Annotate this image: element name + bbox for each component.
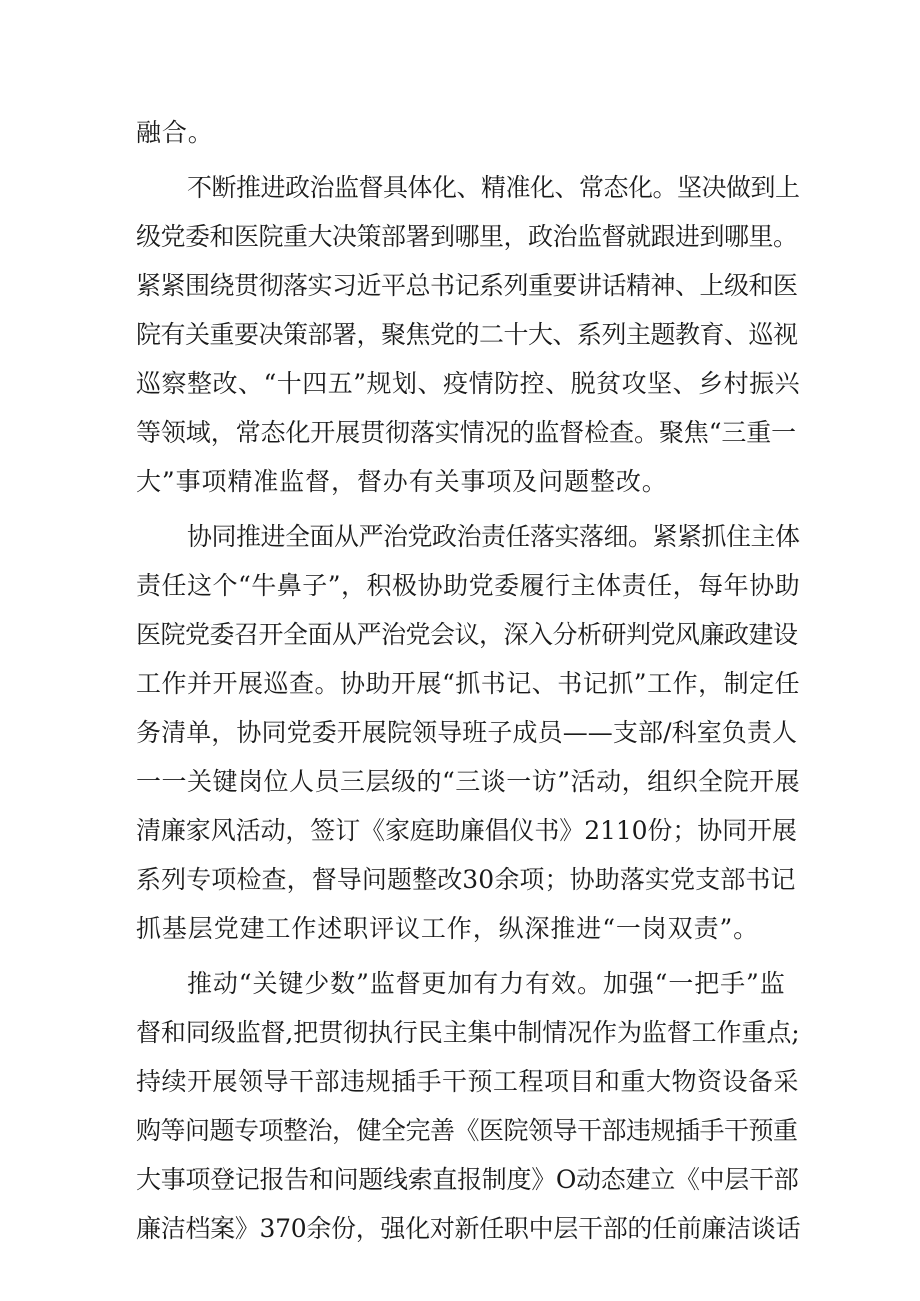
text-line: 责任这个“牛鼻子”，积极协助党委履行主体责任，每年协助 (136, 571, 801, 600)
text-line: 协同推进全面从严治党政治责任落实落细。紧紧抓住主体 (187, 522, 800, 551)
text-line: 紧紧围绕贯彻落实习近平总书记系列重要讲话精神、上级和医 (136, 271, 798, 300)
text-line: 级党委和医院重大决策部署到哪里，政治监督就跟进到哪里。 (136, 222, 798, 251)
text-line: 不断推进政治监督具体化、精准化、常态化。坚决做到上 (187, 173, 800, 202)
text-line: 清廉家风活动，签订《家庭助廉倡仪书》2110份；协同开展 (136, 816, 797, 845)
text-line: 督和同级监督,把贯彻执行民主集中制情况作为监督工作重点; (136, 1018, 800, 1047)
text-line: 大事项登记报告和问题线索直报制度》O动态建立《中层干部 (136, 1165, 799, 1194)
text-line: 务清单，协同党委开展院领导班子成员——支部/科室负责人 (136, 718, 798, 747)
text-line: 等领域，常态化开展贯彻落实情况的监督检查。聚焦“三重一 (136, 418, 797, 447)
text-line: 工作并开展巡查。协助开展“抓书记、书记抓”工作，制定任 (136, 669, 801, 698)
text-line: 抓基层党建工作述职评议工作，纵深推进“一岗双责”。 (136, 914, 760, 943)
text-line: 巡察整改、“十四五”规划、疫情防控、脱贫攻坚、乡村振兴 (136, 369, 801, 398)
text-line: 大”事项精准监督，督办有关事项及问题整改。 (136, 467, 668, 496)
text-line: 一一关键岗位人员三层级的“三谈一访”活动，组织全院开展 (136, 767, 801, 796)
text-line: 医院党委召开全面从严治党会议，深入分析研判党风廉政建设 (136, 620, 798, 649)
text-line: 院有关重要决策部署，聚焦党的二十大、系列主题教育、巡视 (136, 320, 798, 349)
text-line: 购等问题专项整治，健全完善《医院领导干部违规插手干预重 (136, 1116, 798, 1145)
text-line: 系列专项检查，督导问题整改30余项；协助落实党支部书记 (136, 865, 796, 894)
text-line: 推动“关键少数”监督更加有力有效。加强“一把手”监 (187, 969, 786, 998)
text-line: 持续开展领导干部违规插手干预工程项目和重大物资设备采 (136, 1067, 800, 1096)
text-line: 廉洁档案》370余份，强化对新任职中层干部的任前廉洁谈话 (136, 1214, 801, 1243)
text-line: 融合。 (136, 118, 214, 147)
